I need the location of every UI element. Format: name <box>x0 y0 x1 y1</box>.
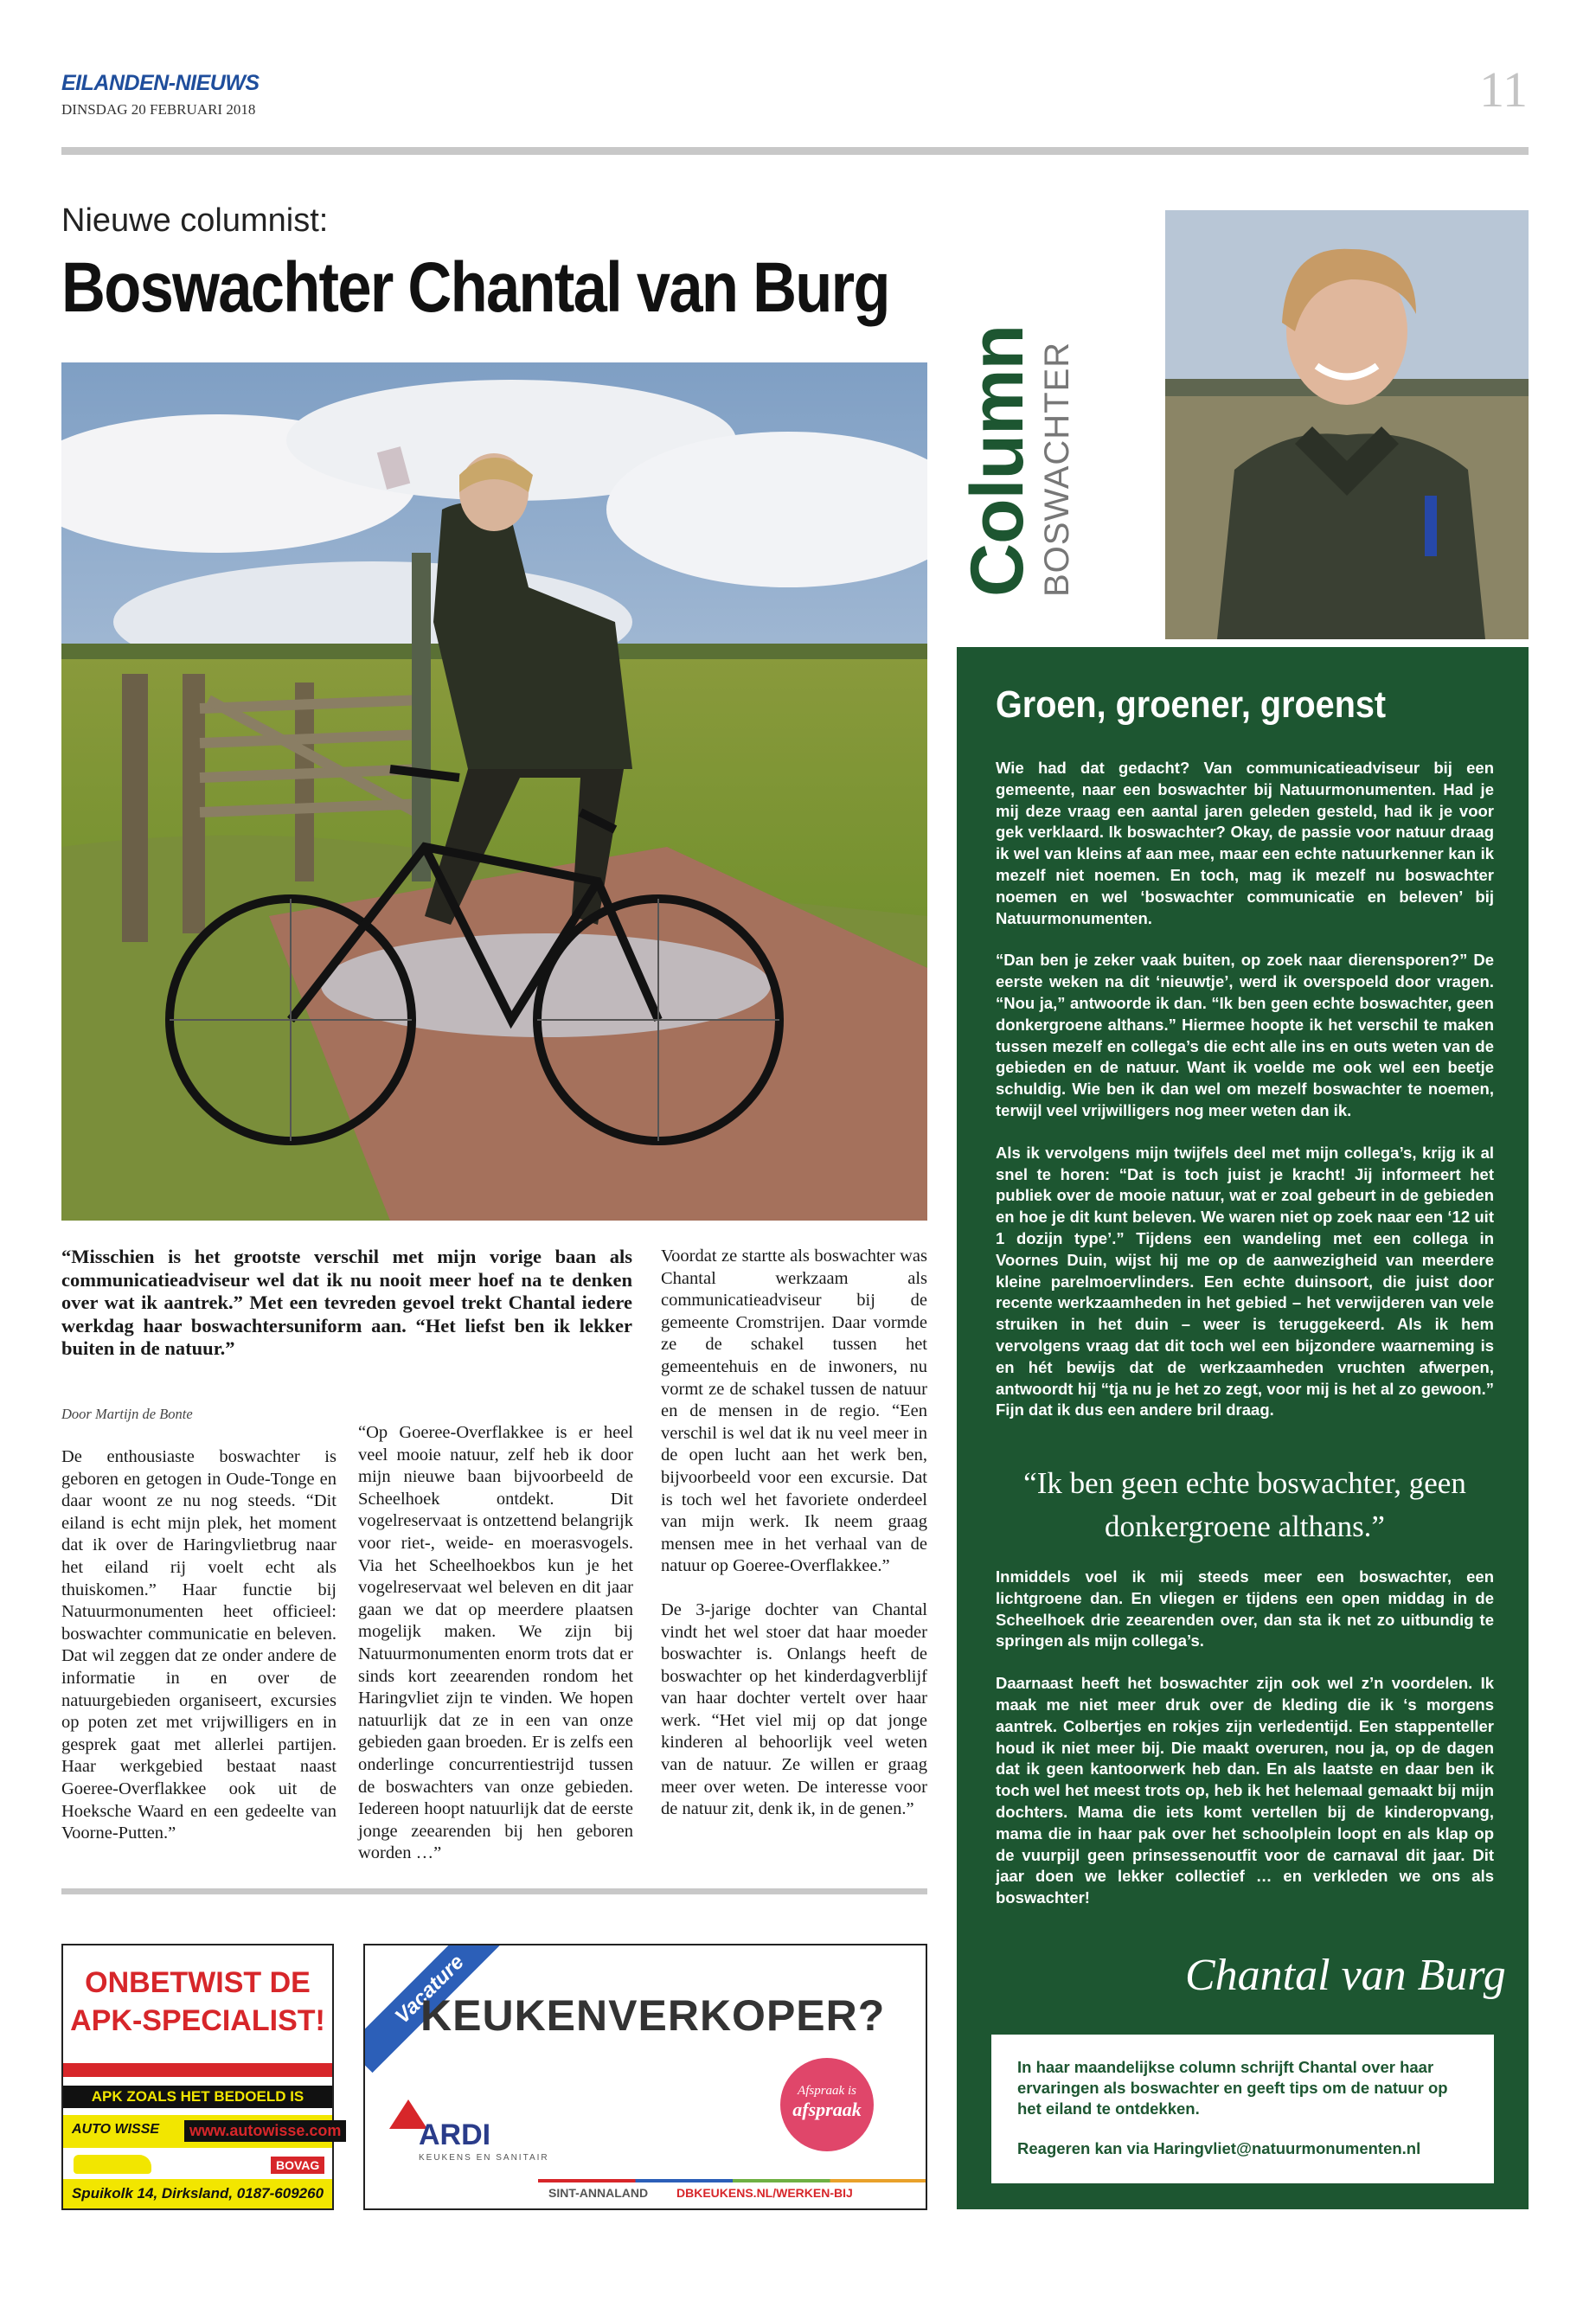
ad-keuken-stamp-line-2: afspraak <box>792 2099 862 2120</box>
ad-apk-headline-1: ONBETWIST DE <box>85 1966 311 1999</box>
ad-apk-stripe <box>63 2063 332 2077</box>
ad-keukenverkoper[interactable] <box>363 1944 927 2210</box>
column-paragraph-2: “Dan ben je zeker vaak buiten, op zoek naar dierensporen?” De eerste weken na dit ‘nieuwtje’, werd ik overspoeld door vragen. “Nou ja,” antwoorde ik dan. “Ik ben geen echte boswachter, geen donkergroene althans.” Hiermee hoopte ik het verschil te maken tussen mezelf en collega’s die echt alle ins en outs weten van de gebieden en de natuur. Want ik voelde me ook wel een beetje schuldig. Wie ben ik dan wel om mezelf boswachter te noemen, terwijl veel vrijwilligers nog meer weten dan ik. <box>996 951 1494 1119</box>
ad-apk-brand: AUTO WISSE <box>72 2122 160 2137</box>
ad-apk-specialist[interactable] <box>61 1944 342 2210</box>
ad-apk-headline-2: APK-SPECIALIST! <box>70 2004 325 2037</box>
column-pull-quote: “Ik ben geen echte boswachter, geen donkergroene althans.” <box>1023 1466 1466 1543</box>
ad-keuken-town: SINT-ANNALAND <box>548 2186 649 2200</box>
article-column-3-paragraph-2: De 3-jarige dochter van Chantal vindt het wel stoer dat haar moeder boswachter is. Onlangs heeft de boswachter op het kinderdagverblijf van haar dochter vertelt over haar werk. “Het viel mij op dat jonge kinderen al behoorlijk veel weten van de natuur. Ze willen er graag meer over weten. De interesse voor de natuur zit, denk ik, in de genen.” <box>661 1599 927 1819</box>
column-body-top <box>996 758 1494 1442</box>
ad-apk-bovag: BOVAG <box>271 2157 324 2174</box>
article-column-1-text: De enthousiaste boswachter is geboren en getogen in Oude-Tonge en daar woont ze nu nog steeds. “Dit eiland is echt mijn plek, het moment dat ik over de Haringvlietbrug naar het eiland rij voelt echt als thuiskomen.” Haar functie bij Natuurmonumenten heet officieel: boswachter communicatie en beleven. Dat wil zeggen dat ze onder andere de informatie in en over de natuurgebieden organiseert, excursies op poten zet met vrijwilligers en in gesprek gaat met allerlei partijen. Haar werkgebied bestaat naast Goeree-Overflakkee ook uit de Hoeksche Waard en een gedeelte van Voorne-Putten.” <box>61 1447 337 1843</box>
column-box <box>957 647 1529 2209</box>
article-lead: “Misschien is het grootste verschil met mijn vorige baan als communicatieadviseur wel dat ik nu nooit meer hoef na te denken over wat ik aantrek.” Met een tevreden gevoel trekt Chantal iedere werkdag haar boswachtersuniform aan. “Het liefst ben ik lekker buiten in de natuur.” <box>61 1246 632 1359</box>
ad-keuken-title: KEUKENVERKOPER? <box>420 1991 886 2040</box>
ad-apk-logo-row <box>63 2153 332 2177</box>
article-column-3-paragraph-1: Voordat ze startte als boswachter was Chantal werkzaam als communicatieadviseur bij de gemeente Cromstrijen. Daar vormde ze de schakel tussen het gemeentehuis en de inwoners, nu vormt ze de schakel tussen de natuur en de mensen in de regio. “Een verschil is wel dat ik nu veel meer in de open lucht aan het werk ben, bijvoorbeeld voor een excursie. Dat is toch wel het favoriete onderdeel van mijn werk. Ik neem graag mensen mee in het verhaal van de natuur op Goeree-Overflakkee.” <box>661 1247 927 1576</box>
article-column-2 <box>358 1422 633 1887</box>
page-number: 11 <box>1479 61 1528 118</box>
ad-keuken-color-bar <box>538 2179 927 2182</box>
ad-keuken-brand-sub: KEUKENS EN SANITAIR <box>419 2153 549 2163</box>
ad-keuken-stamp <box>780 2058 874 2151</box>
masthead: EILANDEN-NIEUWS <box>61 71 260 95</box>
article-headline: Boswachter Chantal van Burg <box>61 248 889 327</box>
column-label: Column <box>956 324 1039 597</box>
article-kicker: Nieuwe columnist: <box>61 202 329 239</box>
ad-apk-address: Spuikolk 14, Dirksland, 0187-609260 <box>63 2179 332 2208</box>
column-title: Groen, groener, groenst <box>996 683 1387 726</box>
article-column-3 <box>661 1246 927 1843</box>
column-paragraph-3: Als ik vervolgens mijn twijfels deel met mijn collega’s, krijg ik al snel te horen: “Dat is toch juist je kracht! Jij informeert het publiek over de mooie natuur, wat er zoal gebeurt in de gebieden en hoe je dit kunt beleven. We waren niet op zoek naar een ‘12 uit 1 dozijn type’.” Tijdens een wandeling met een collega in Voornes Duin, wijst hij me op de aanwezigheid van meerdere kleine parelmoervlinders. Een echte duinsoort, die juist door recente werkzaamheden in het gebied – het verwijderen van vele struiken in het duin – weer is teruggekeerd. Als ik hem vervolgens vraag dat dit toch wel een bijzondere waarneming is en hét bewijs dat de werkzaamheden vruchten afwerpen, antwoordt hij “tja nu je het zo zegt, voor mij is het al zo gewoon.” Fijn dat ik dus een andere bril draag. <box>996 1143 1494 1420</box>
columnist-portrait <box>1165 210 1529 639</box>
column-sub-label: BOSWACHTER <box>1038 341 1076 597</box>
column-body-bottom <box>996 1567 1494 1930</box>
ad-vacature-tag: Vacature <box>363 1944 513 2073</box>
article-bottom-rule <box>61 1888 927 1894</box>
column-paragraph-1: Wie had dat gedacht? Van communicatieadviseur bij een gemeente, naar een boswachter bij Natuurmonumenten. Had je mij deze vraag een aantal jaren geleden gesteld, had ik je voor gek verklaard. Ik boswachter? Okay, de passie voor natuur draag ik wel van kleins af aan mee, maar een echte natuurkenner kan ik mezelf niet noemen. En toch, mag ik mezelf nu boswachter noemen en wel ‘boswachter communicatie en beleven’ bij Natuurmonumenten. <box>996 759 1494 927</box>
column-info-text: In haar maandelijkse column schrijft Chantal over haar ervaringen als boswachter en geeft tips om de natuur op het eiland te ontdekken. <box>1017 2058 1448 2118</box>
ad-keuken-stamp-line-1: Afspraak is <box>798 2084 856 2098</box>
columnist-signature: Chantal van Burg <box>1185 1951 1506 2000</box>
column-paragraph-5: Daarnaast heeft het boswachter zijn ook wel z’n voordelen. Ik maak me niet meer druk over de kleding die ik ‘s morgens aantrek. Colbertjes en rokjes zijn verledentijd. Een stappenteller houd ik niet meer bij. Die maakt overuren, nou ja, op de dagen dat ik geen kantoorwerk heb dan. En als laatste en daar ben ik toch wel het meest trots op, heb ik het helemaal gemaakt bij mijn dochters. Mama die iets komt vertellen bij de kinderopvang, mama die in haar pak over het schoolplein loopt en als klap op de vuurpijl geen prinsessenoutfit voor de carnaval dit jaar. Dit jaar doen we lekker collectief … en verkleden we ons als boswachter! <box>996 1674 1494 1907</box>
main-photo-boswachter-with-bicycle <box>61 362 927 1221</box>
ad-keuken-url[interactable]: DBKEUKENS.NL/WERKEN-BIJ <box>676 2186 853 2200</box>
ad-apk-banner: APK ZOALS HET BEDOELD IS <box>63 2086 332 2108</box>
header-rule <box>61 147 1529 155</box>
article-column-1 <box>61 1446 337 1867</box>
ad-apk-brand-bar <box>63 2115 342 2148</box>
column-info-box <box>991 2035 1494 2183</box>
column-contact-text: Reageren kan via Haringvliet@natuurmonumenten.nl <box>1017 2139 1421 2157</box>
car-icon <box>74 2155 151 2174</box>
article-byline: Door Martijn de Bonte <box>61 1406 193 1422</box>
issue-date: DINSDAG 20 FEBRUARI 2018 <box>61 101 256 118</box>
ad-apk-website[interactable]: www.autowisse.com <box>184 2120 346 2142</box>
article-column-2-text: “Op Goeree-Overflakkee is er heel veel mooie natuur, zelf heb ik door mijn nieuwe baan bijvoorbeeld de Scheelhoek ontdekt. Dit vogelreservaat is ontzettend belangrijk voor riet-, weide- en moerasvogels. Via het Scheelhoekbos kun je het vogelreservaat wel beleven en dit jaar gaan we dat op meerdere plaatsen mogelijk maken. We zijn bij Natuurmonumenten enorm trots dat er sinds kort zeearenden rondom het Haringvliet zijn te vinden. We hopen natuurlijk dat ze in een van onze gebieden gaan broeden. Er is zelfs een onderlinge concurrentiestrijd tussen de boswachters van onze gebieden. Iedereen hoopt natuurlijk dat de eerste jonge zeearenden bij hen geboren worden …” <box>358 1423 633 1863</box>
column-paragraph-4: Inmiddels voel ik mij steeds meer een boswachter, een lichtgroene dan. En vliegen er tijdens een open middag in de Scheelhoek drie zeearenden over, dan sta ik net zo uitbundig te springen als mijn collega’s. <box>996 1567 1494 1650</box>
ad-keuken-brand: ARDI <box>419 2118 491 2151</box>
